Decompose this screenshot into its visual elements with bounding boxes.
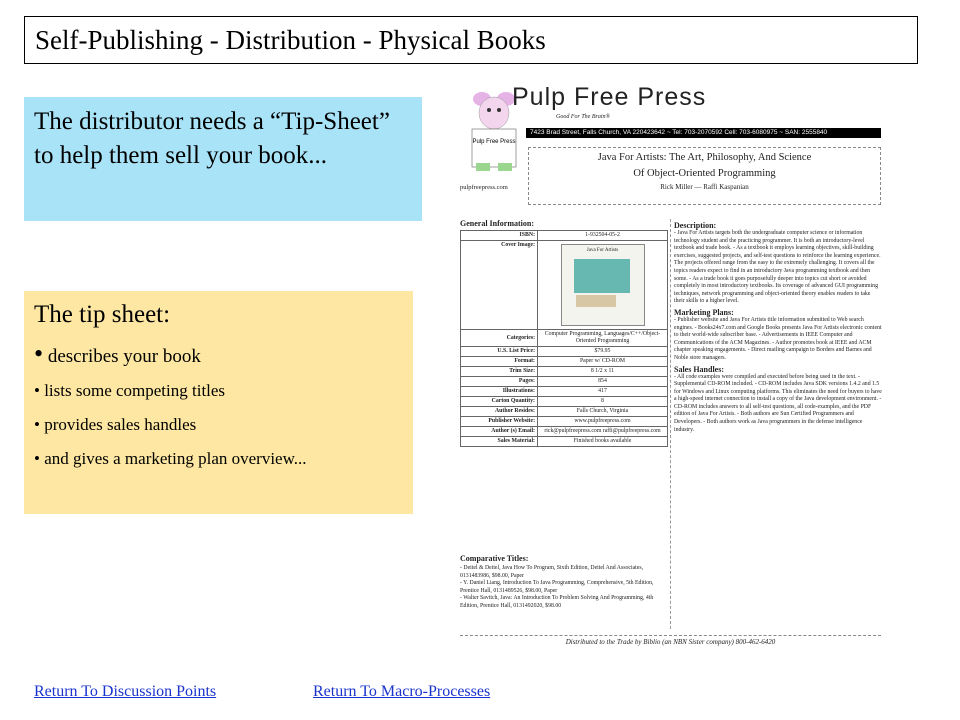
table-row: Cover Image: Java For Artists — [461, 241, 668, 330]
table-row: U.S. List Price: $79.95 — [461, 347, 668, 357]
tip-bullet: • provides sales handles — [34, 415, 197, 434]
sales-handles-heading: Sales Handles: — [674, 364, 725, 374]
press-website: pulpfreepress.com — [460, 184, 508, 191]
table-row: Author Resides: Falls Church, Virginia — [461, 407, 668, 417]
marketing-text: - Publisher website and Java For Artists title information submitted to Web search engines. - Books24x7.com and Google Books presents Java For Artists electronic content to their world-wide subscriber base. - Advertisements in IEEE Computer and Communications of the ACM Magazines. - Author promotes book at IEEE and ACM chapter speaking engagements. - Direct mailing campaign to Borders and Barnes and Noble store managers. — [674, 316, 882, 361]
table-row: Pages: 854 — [461, 377, 668, 387]
marketing-heading: Marketing Plans: — [674, 307, 734, 317]
general-info-table — [460, 230, 668, 447]
book-title-box — [528, 147, 881, 205]
description-column — [670, 219, 882, 629]
logo-label: Pulp Free Press — [472, 139, 516, 145]
list-item: - Deitel & Deitel, Java How To Program, Sixth Edition, Deitel And Associates, 0131483986, $98.00, Paper — [460, 565, 644, 579]
table-row: Author (s) Email: rick@pulpfreepress.com raffi@pulpfreepress.com — [461, 427, 668, 437]
tip-sheet-heading: The tip sheet: — [34, 301, 171, 328]
tip-bullet: • and gives a marketing plan overview... — [34, 449, 307, 468]
comparative-titles — [460, 565, 668, 610]
tip-sheet-callout — [24, 291, 413, 514]
distributor-callout: The distributor needs a “Tip-Sheet” to help them sell your book... — [24, 97, 422, 221]
general-info-heading: General Information: — [460, 219, 534, 228]
table-row: Sales Material: Finished books available — [461, 437, 668, 447]
press-tagline: Good For The Brain® — [556, 114, 611, 120]
press-address: 7423 Brad Street, Falls Church, VA 220423642 ~ Tel: 703-2070592 Cell: 703-6080975 ~ SAN: 2555840 — [526, 128, 881, 138]
list-item: - Y. Daniel Liang, Introduction To Java Programming, Comprehensive, 5th Edition, Prentice Hall, 0131489526, $98.00, Paper — [460, 580, 654, 594]
sales-handles-text: - All code examples were compiled and executed before being used in the text. - Supplemental CD-ROM included. - CD-ROM includes Java SDK versions 1.4.2 and 1.5 for Windows and Linux computing platforms. This eliminates the need for buyers to have a high-speed internet connection to install a copy of the Java development environment. - CD-ROM includes answers to all self-test questions, all code-examples, and the PDF edition of Java For Artists. - Both authors are Sun Certified Programmers and Developers. - Both authors work as Java programmers in the defense intelligence industry. — [674, 373, 882, 433]
table-row: Publisher Website: www.pulpfreepress.com — [461, 417, 668, 427]
slide-title-box — [24, 16, 918, 64]
table-row: Carton Quantity: 8 — [461, 397, 668, 407]
press-name: Pulp Free Press — [512, 83, 707, 111]
tip-bullet: • lists some competing titles — [34, 381, 226, 400]
table-row: ISBN: 1-932504-05-2 — [461, 231, 668, 241]
tip-bullet: • describes your book — [34, 339, 201, 368]
table-row: Trim Size: 8 1/2 x 11 — [461, 367, 668, 377]
book-cover-thumbnail: Java For Artists — [561, 244, 645, 326]
book-title-line: Java For Artists: The Art, Philosophy, And Science — [597, 152, 812, 163]
distributor-footer: Distributed to the Trade by Biblio (an NBN Sister company) 800-462-6420 — [460, 635, 881, 647]
table-row: Illustrations: 417 — [461, 387, 668, 397]
return-to-discussion-points-link[interactable]: Return To Discussion Points — [34, 683, 217, 700]
slide-title: Self-Publishing - Distribution - Physical Books — [35, 25, 546, 55]
description-text: - Java For Artists targets both the undergraduate computer science or information technology student and the practicing programmer. It is both an introductory-level textbook and trade book. - As a textbook it employs learning objectives, skill-building exercises, suggested projects, and self-test questions to reinforce the learning experience. The projects offered range from the easy to the extremely challenging. It covers all the topics readers expect to find in an introductory Java programming textbook and then some. - As a trade book it goes purposefully deeper into topics cut short or avoided completely in most introductory textbooks. Its coverage of advanced GUI programming techniques, network programming and object-oriented theory enables readers to take their skills to a higher level. — [674, 230, 881, 305]
comparative-titles-heading: Comparative Titles: — [460, 554, 529, 563]
table-row: Categories: Computer Programming, Languages/C++/Object-Oriented Programming — [461, 330, 668, 347]
book-title-line: Of Object-Oriented Programming — [633, 168, 776, 179]
tip-sheet-document — [458, 83, 883, 649]
description-heading: Description: — [674, 221, 717, 230]
table-row: Format: Paper w/ CD-ROM — [461, 357, 668, 367]
return-to-macro-processes-link[interactable]: Return To Macro-Processes — [313, 683, 491, 700]
list-item: - Walter Savitch, Java: An Introduction To Problem Solving And Programming, 4th Edition, Prentice Hall, 0131492020, $98.00 — [460, 595, 654, 609]
book-authors: Rick Miller — Raffi Kaspanian — [660, 183, 749, 191]
